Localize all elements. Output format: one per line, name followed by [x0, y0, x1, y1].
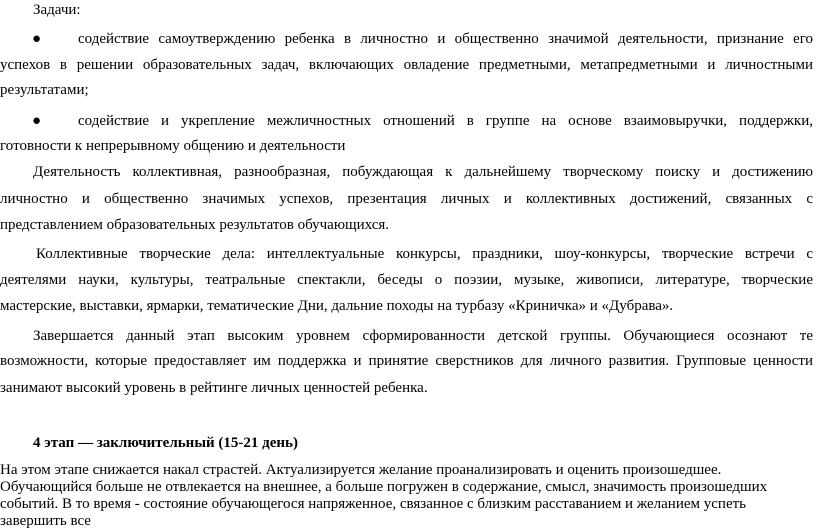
- bullet-1-line-3: результатами;: [0, 82, 89, 98]
- tasks-heading: Задачи:: [33, 2, 81, 18]
- stage-heading: [33, 433, 816, 453]
- bullet-dot-icon: ●: [32, 113, 42, 129]
- collective-line-3: мастерские, выставки, ярмарки, тематические Дни, дальние походы на турбазу «Криничка» и «Дубрава».: [0, 298, 674, 314]
- bullet-1-line-1: содействие самоутверждению ребенка в личностно и общественно значимой деятельности, признание его: [78, 31, 813, 47]
- final-line-1: На этом этапе снижается накал страстей. Актуализируется желание проанализировать и оценить произошедшее.: [0, 462, 722, 478]
- bullet-dot-icon: ●: [32, 31, 42, 47]
- bullet-1-line-2: успехов в решении образовательных задач, включающих овладение предметными, метапредметными и личностными: [0, 57, 813, 73]
- final-line-4: завершить все: [0, 513, 91, 529]
- activity-line-1: Деятельность коллективная, разнообразная, побуждающая к дальнейшему творческому поиску и достижению: [33, 164, 813, 180]
- bullet-2-line-1: содействие и укрепление межличностных отношений в группе на основе взаимовыручки, поддержки,: [78, 113, 813, 129]
- activity-line-3: представлением образовательных результатов обучающихся.: [0, 217, 389, 233]
- final-line-2: Обучающийся больше не отвлекается на внешнее, а больше погружен в содержание, смысл, значимость произошедших: [0, 479, 768, 495]
- completion-line-3: занимают высокий уровень в рейтинге личных ценностей ребенка.: [0, 380, 428, 396]
- collective-line-2: деятелями науки, культуры, театральные спектакли, беседы о поэзии, музыке, живописи, литературе, творческие: [0, 272, 813, 288]
- final-line-3: событий. В то время - состояние обучающегося напряженное, связанное с близким расставанием и желанием успеть: [0, 496, 746, 512]
- bullet-2-line-2: готовности к непрерывному общению и деятельности: [0, 138, 346, 154]
- activity-line-2: личностно и общественно значимых успехов, презентация личных и коллективных достижений, связанных с: [0, 191, 813, 207]
- stage-heading-text: 4 этап — заключительный (15-21 день): [33, 435, 298, 451]
- completion-line-1: Завершается данный этап высоким уровнем сформированности детской группы. Обучающиеся осознают те: [33, 328, 813, 344]
- completion-line-2: возможности, которые предоставляет им поддержка и принятие сверстников для личного развития. Групповые ценности: [0, 353, 813, 369]
- collective-line-1: Коллективные творческие дела: интеллектуальные конкурсы, праздники, шоу-конкурсы, творческие встречи с: [36, 246, 813, 262]
